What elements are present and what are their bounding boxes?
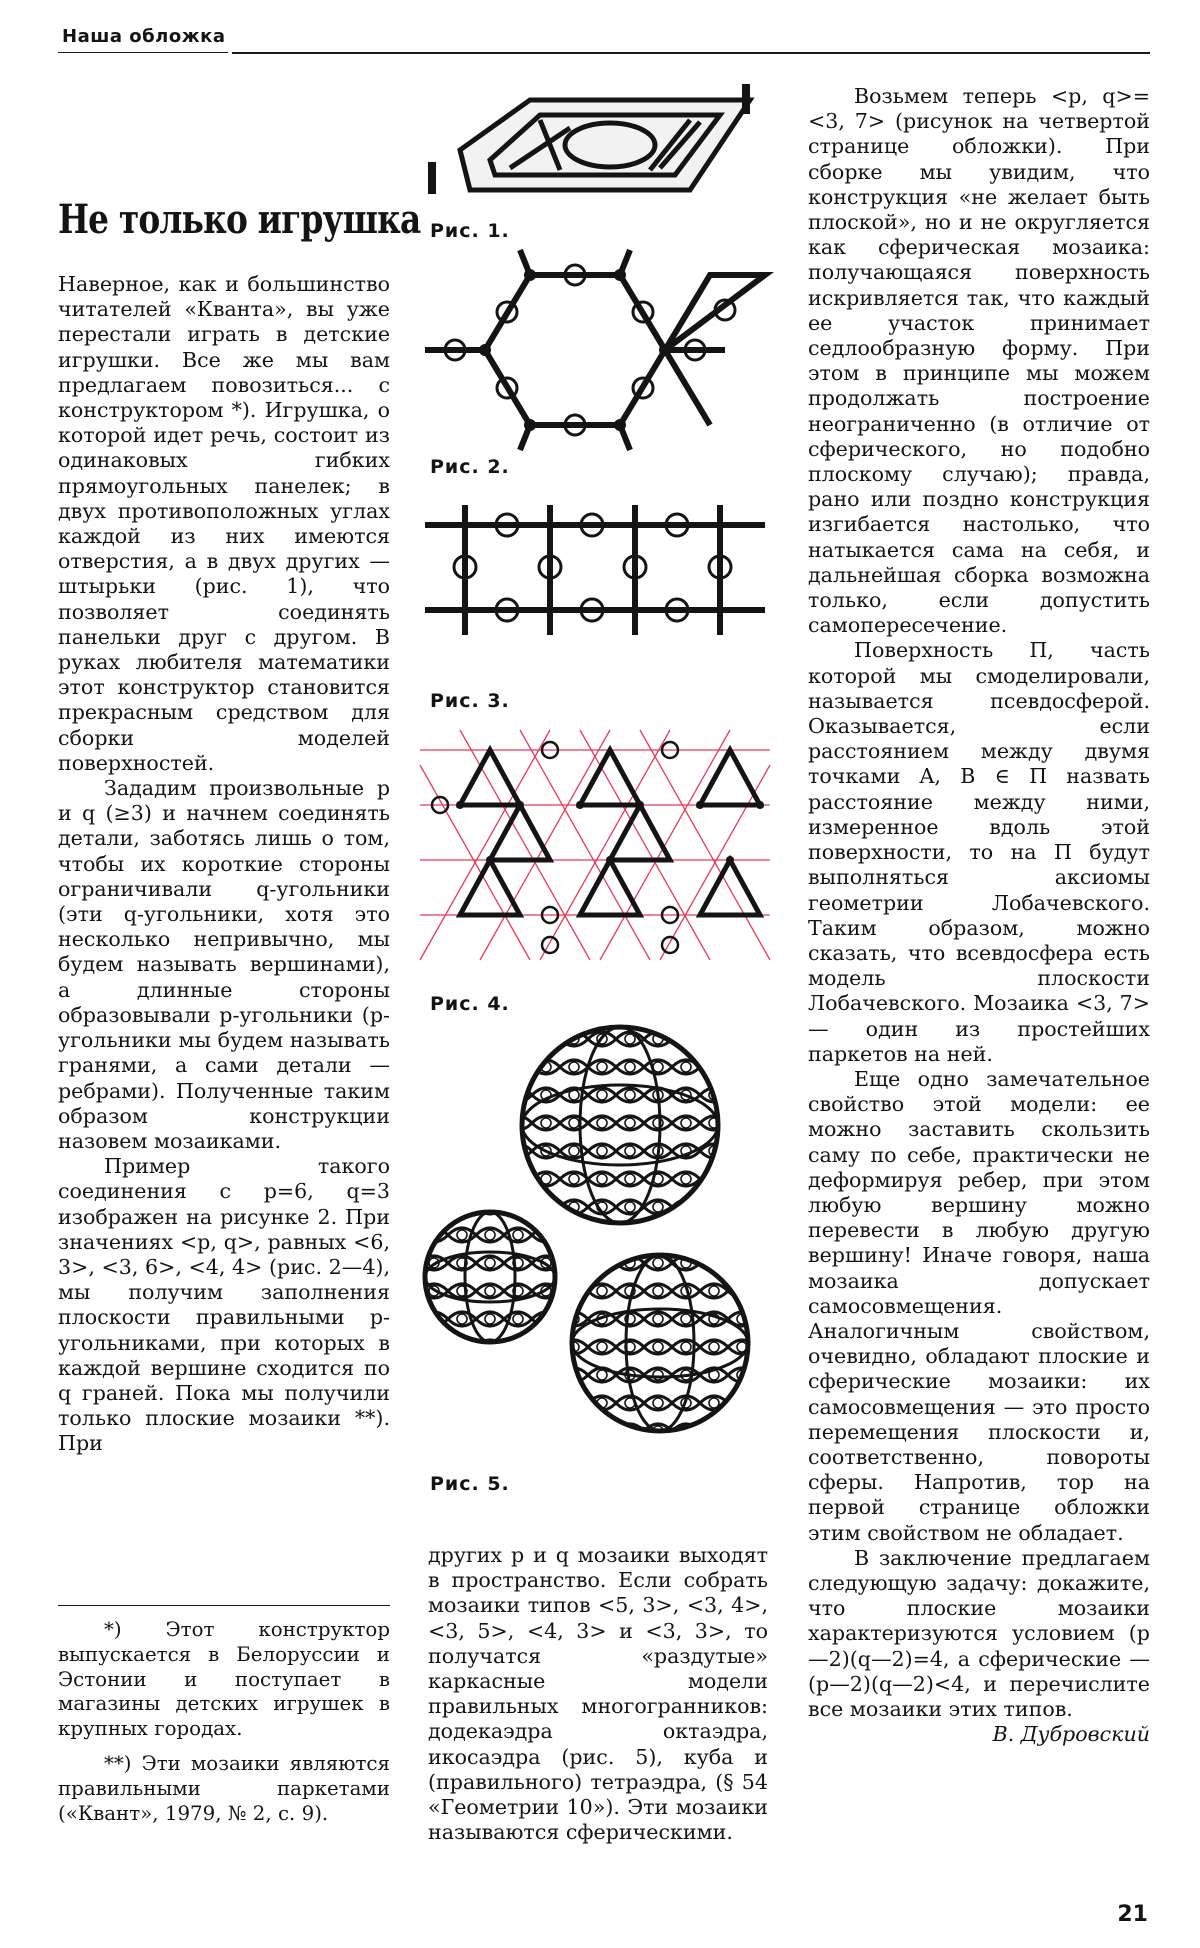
figure-2-caption: Рис. 2. bbox=[430, 456, 510, 478]
footnotes bbox=[58, 1618, 390, 1836]
footnote: *) Этот конструктор выпускается в Белоруссии и Эстонии и поступает в магазины детских игрушек в крупных городах. bbox=[58, 1618, 390, 1741]
figure-1-caption: Рис. 1. bbox=[430, 220, 510, 242]
paragraph: Зададим произвольные p и q (≥3) и начнем соединять детали, заботясь лишь о том, чтобы их короткие стороны ограничивали q-угольники (эти q-угольники, хотя это несколько непривычно, мы будем называть вершинами), а длинные стороны образовывали p-угольники (p-угольники мы будем называть гранями, а сами детали — ребрами). Полученные таким образом конструкции назовем мозаиками. bbox=[58, 776, 390, 1153]
paragraph: Еще одно замечательное свойство этой модели: ее можно заставить скользить саму по себе, практически не деформируя ребер, при этом любую вершину можно перевести в любую другую вершину! Иначе говоря, наша мозаика допускает самосовмещения. Аналогичным свойством, очевидно, обладают плоские и сферические мозаики: их самосовмещения — это просто перемещения плоскости и, соответственно, повороты сферы. Напротив, тор на первой странице обложки этим свойством не обладает. bbox=[808, 1066, 1150, 1545]
footnote: **) Эти мозаики являются правильными паркетами («Квант», 1979, № 2, с. 9). bbox=[58, 1751, 390, 1825]
paragraph: Возьмем теперь <p, q>=<3, 7> (рисунок на четвертой странице обложки). При сборке мы увидим, что конструкция «не желает быть плоской», но и не округляется как сферическая мозаика: получающаяся поверхность искривляется так, что каждый ее участок принимает седлообразную форму. При этом в принципе мы можем продолжать построение неограниченно (в отличие от сферического, но подобно плоскому случаю); правда, рано или поздно конструкция изгибается настолько, что натыкается сама на себя, и дальнейшая сборка возможна только, если допустить самопересечение. bbox=[808, 84, 1150, 638]
footnote-rule bbox=[58, 1605, 390, 1606]
paragraph: Наверное, как и большинство читателей «Кванта», вы уже перестали играть в детские игрушки. Все же мы вам предлагаем повозиться... с конструктором *). Игрушка, о которой идет речь, состоит из одинаковых гибких прямоугольных панелек; в двух противоположных углах каждой из них имеются отверстия, а в двух других — штырьки (рис. 1), что позволяет соединять панельки друг с другом. В руках любителя математики этот конструктор становится прекрасным средством для сборки моделей поверхностей. bbox=[58, 272, 390, 775]
paragraph: В заключение предлагаем следующую задачу: докажите, что плоские мозаики характеризуются условием (p—2)(q—2)=4, а сферические — (p—2)(q—2)<4, и перечислите все мозаики этих типов. bbox=[808, 1545, 1150, 1721]
header-rule bbox=[232, 52, 1150, 54]
paragraph: других p и q мозаики выходят в пространство. Если собрать мозаики типов <5, 3>, <3, 4>, <3, 5>, <4, 3> и <3, 3>, то получатся «раздутые» каркасные модели правильных многогранников: додекаэдра октаэдра, икосаэдра (рис. 5), куба и (правильного) тетраэдра, (§ 54 «Геометрии 10»). Эти мозаики называются сферическими. bbox=[428, 1543, 768, 1845]
figure-3-square-mosaic bbox=[425, 495, 765, 645]
figure-1-panel bbox=[420, 80, 760, 210]
author-signature: В. Дубровский bbox=[992, 1722, 1150, 1747]
sphere-octahedron bbox=[425, 1212, 555, 1342]
figure-4-triangle-mosaic bbox=[420, 730, 770, 960]
sphere-dodecahedron bbox=[522, 1027, 718, 1223]
sphere-icosahedron bbox=[572, 1255, 748, 1431]
article-title: Не только игрушка bbox=[58, 196, 421, 243]
paragraph: Поверхность П, часть которой мы смоделировали, называется псевдосферой. Оказывается, если расстоянием между двумя точками A, B ∈ П назвать расстояние между ними, измеренное вдоль этой поверхности, то на П будут выполняться аксиомы геометрии Лобачевского. Таким образом, можно сказать, что всевдосфера есть модель плоскости Лобачевского. Мозаика <3, 7> — один из простейших паркетов на ней. bbox=[808, 638, 1150, 1066]
figure-5-spherical-mosaics bbox=[420, 1025, 770, 1435]
figure-2-hex-mosaic bbox=[425, 250, 765, 450]
header-rule-left bbox=[58, 52, 228, 53]
page-number: 21 bbox=[1117, 1902, 1148, 1927]
column-2 bbox=[428, 1543, 768, 1845]
figure-4-caption: Рис. 4. bbox=[430, 993, 510, 1015]
section-label: Наша обложка bbox=[62, 26, 226, 47]
figure-5-caption: Рис. 5. bbox=[430, 1473, 510, 1495]
paragraph: Пример такого соединения с p=6, q=3 изображен на рисунке 2. При значениях <p, q>, равных <6, 3>, <3, 6>, <4, 4> (рис. 2—4), мы получим заполнения плоскости правильными p-угольниками, при которых в каждой вершине сходится по q граней. Пока мы получили только плоские мозаики **). При bbox=[58, 1154, 390, 1456]
figure-3-caption: Рис. 3. bbox=[430, 690, 510, 712]
column-1 bbox=[58, 272, 390, 1457]
column-3 bbox=[808, 84, 1150, 1747]
